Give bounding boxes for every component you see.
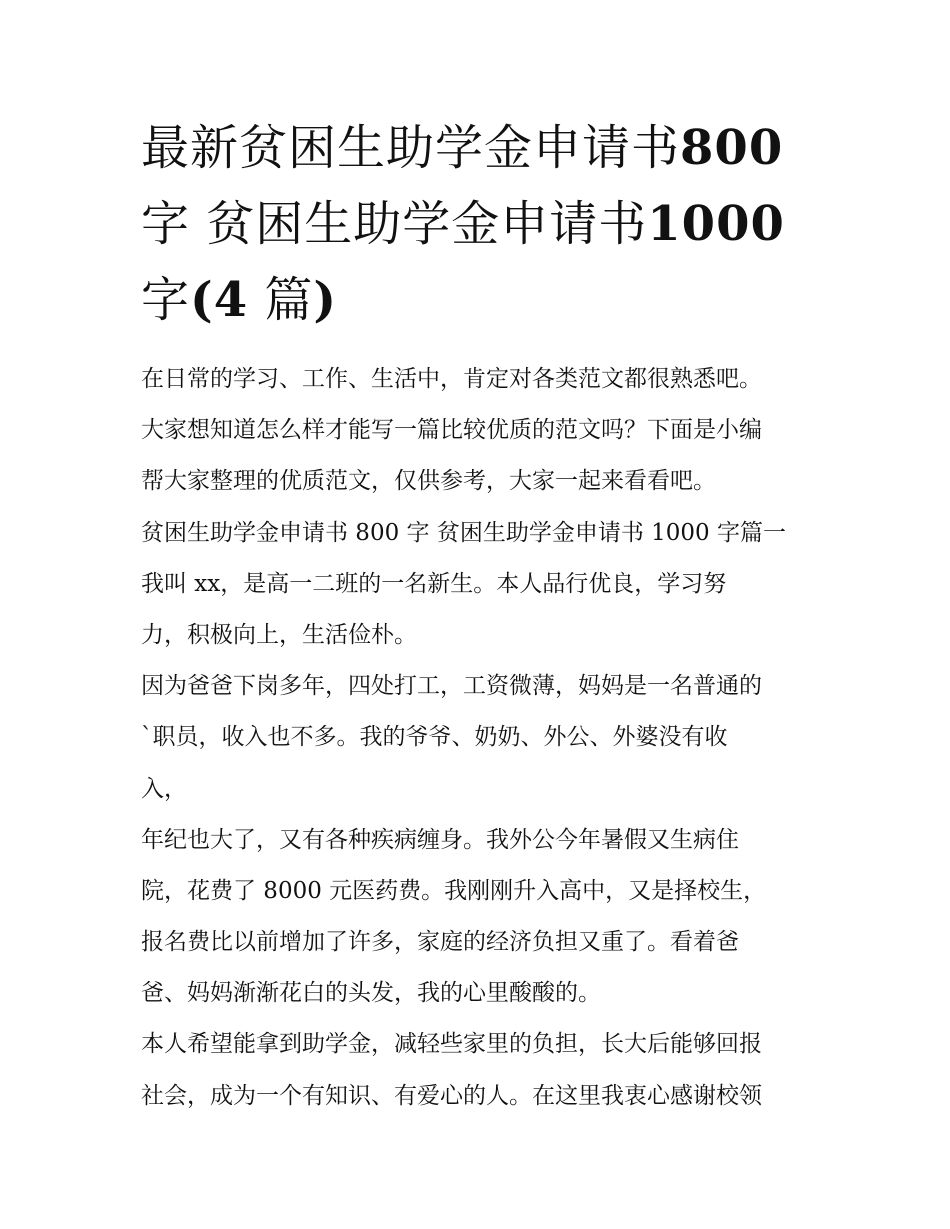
title-line-1-text: 最新贫困生助学金申请书 <box>141 120 681 176</box>
body-line: `职员，收入也不多。我的爷爷、奶奶、外公、外婆没有收 <box>141 724 728 751</box>
body-line: 报名费比以前增加了许多，家庭的经济负担又重了。看着爸 <box>141 929 739 956</box>
body-line: 贫困生助学金申请书 800 字 贫困生助学金申请书 1000 字篇一 <box>141 519 786 546</box>
body-line: 我叫 xx，是高一二班的一名新生。本人品行优良，学习努 <box>141 570 727 597</box>
title-line-3-text: 字 <box>141 272 191 328</box>
body-line: 在日常的学习、工作、生活中，肯定对各类范文都很熟悉吧。 <box>141 366 762 392</box>
document-title <box>141 110 821 338</box>
title-line-2-number: 1000 <box>647 196 785 252</box>
title-line-2 <box>141 186 821 262</box>
title-line-3-count: (4 <box>190 272 249 328</box>
body-line: 大家想知道怎么样才能写一篇比较优质的范文吗？下面是小编 <box>141 417 762 444</box>
body-line: 本人希望能拿到助学金，减轻些家里的负担，长大后能够回报 <box>141 1031 762 1058</box>
title-line-3-paren: ) <box>313 272 338 328</box>
title-line-1-number: 800 <box>680 120 784 176</box>
body-line: 爸、妈妈渐渐花白的头发，我的心里酸酸的。 <box>141 980 601 1007</box>
body-line: 帮大家整理的优质范文，仅供参考，大家一起来看看吧。 <box>141 468 716 495</box>
document-body <box>141 354 821 1122</box>
body-line: 社会，成为一个有知识、有爱心的人。在这里我衷心感谢校领 <box>141 1082 762 1109</box>
title-line-2-text: 字 贫困生助学金申请书 <box>141 196 648 252</box>
title-line-3 <box>141 262 821 338</box>
body-line: 力，积极向上，生活俭朴。 <box>141 621 417 648</box>
body-line: 院，花费了 8000 元医药费。我刚刚升入高中，又是择校生， <box>141 877 767 904</box>
body-line: 年纪也大了，又有各种疾病缠身。我外公今年暑假又生病住 <box>141 826 739 853</box>
title-line-1 <box>141 110 821 186</box>
body-line: 入， <box>141 775 187 802</box>
title-line-3-unit: 篇 <box>248 272 314 328</box>
body-line: 因为爸爸下岗多年，四处打工，工资微薄，妈妈是一名普通的 <box>141 673 762 700</box>
